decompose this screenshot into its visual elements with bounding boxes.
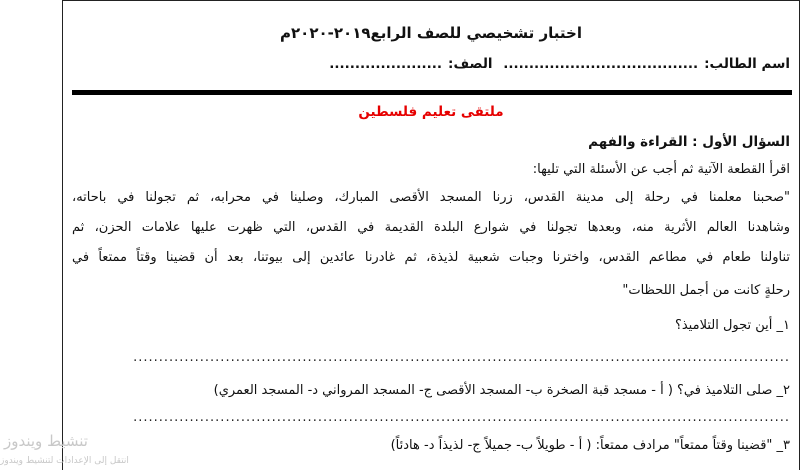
class-label: الصف: xyxy=(448,56,493,72)
student-name-label: اسم الطالب: xyxy=(704,56,790,72)
question-2-answer-line: ................................................................................................................................ xyxy=(133,410,790,425)
exam-title: اختبار تشخيصي للصف الرابع٢٠١٩-٢٠٢٠م xyxy=(280,24,582,42)
activation-watermark xyxy=(0,410,129,470)
student-info-row xyxy=(323,56,790,72)
instruction-text: اقرأ القطعة الآتية ثم أجب عن الأسئلة التي تليها: xyxy=(532,162,790,177)
page-right-border xyxy=(799,0,800,470)
passage-line-4: رحلةٍ كانت من أجمل اللحظات" xyxy=(622,283,790,298)
question-1: ١_ أين تجول التلاميذ؟ xyxy=(674,318,790,333)
watermark-line-2: انتقل إلى الإعدادات لتنشيط ويندوز xyxy=(0,456,129,466)
question-3: ٣_ "قضينا وقتاً ممتعاً" مرادف ممتعاً: ( أ - طويلاً ب- جميلاً ج- لذيذاً د- هادئاً) xyxy=(390,438,790,453)
question-1-answer-line: ................................................................................................................................ xyxy=(133,350,790,365)
header-divider xyxy=(72,90,792,95)
page-top-border xyxy=(62,0,800,1)
watermark-line-1: تنشيط ويندوز xyxy=(4,432,88,450)
section-heading: السؤال الأول : القراءة والفهم xyxy=(588,134,790,150)
passage-line-3: تناولنا طعام في مطاعم القدس، واخترنا وجبات شعبية لذيذة، ثم غادرنا عائدين إلى بيوتنا، بعد أن قضينا وقتاً ممتعاً في xyxy=(72,250,790,265)
brand-title: ملتقى تعليم فلسطين xyxy=(358,104,504,120)
class-blank: ...................... xyxy=(329,56,443,72)
passage-line-1: "صحبنا معلمنا في رحلة إلى مدينة القدس، زرنا المسجد الأقصى المبارك، وصلينا في محرابه، ثم تجولنا في باحاته، xyxy=(72,190,790,205)
student-name-blank: ...................................... xyxy=(503,56,699,72)
page-left-border xyxy=(62,0,63,470)
question-2: ٢_ صلى التلاميذ في؟ ( أ - مسجد قبة الصخرة ب- المسجد الأقصى ج- المسجد المرواني د- المسجد العمري) xyxy=(213,383,790,398)
exam-page xyxy=(62,0,802,470)
passage-line-2: وشاهدنا العالم الأثرية منه، وبعدها تجولنا في شوارع البلدة القديمة في القدس، التي ظهرت عليها علامات الحزن، ثم xyxy=(72,220,790,235)
